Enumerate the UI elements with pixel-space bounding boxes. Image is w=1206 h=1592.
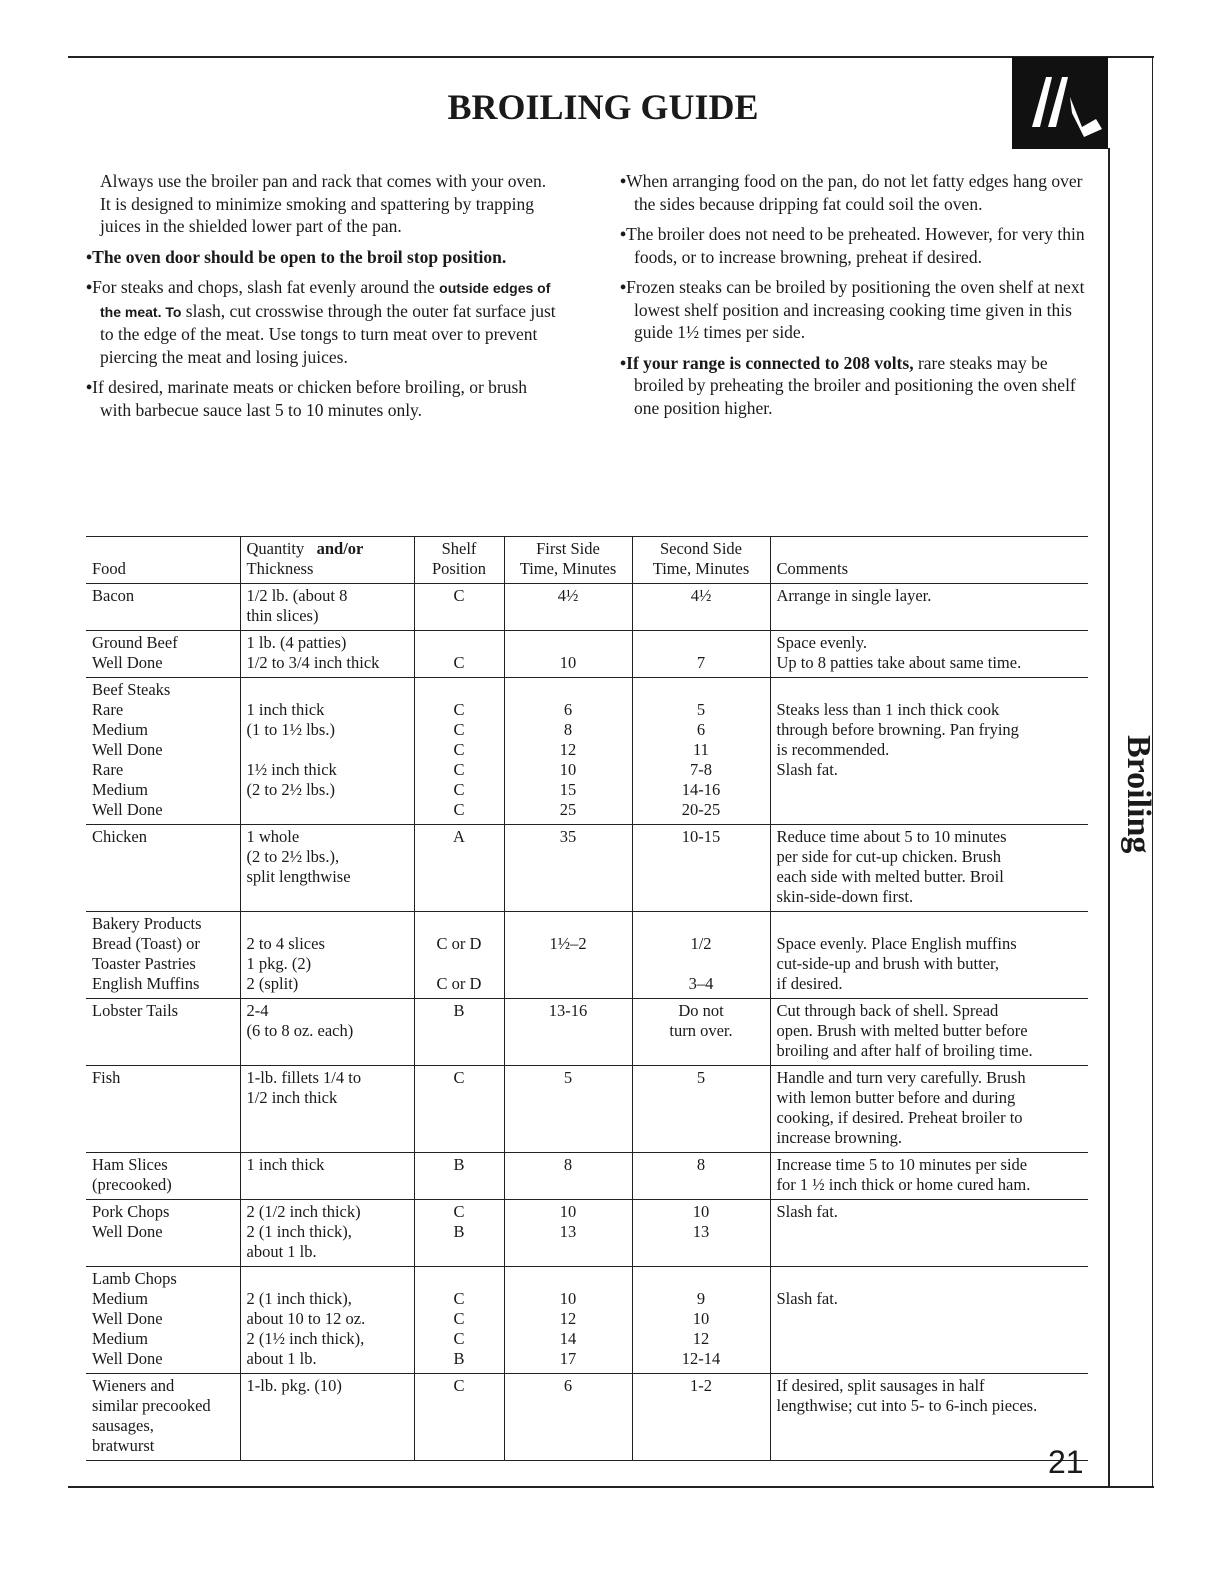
cell-shelf-line [421,633,498,653]
cell-quantity [240,1267,414,1374]
cell-comments [770,1066,1088,1153]
cell-comments-line: through before browning. Pan frying [776,720,1019,739]
intro-bullet-preheat: • The broiler does not need to be preheated. However, for very thin foods, or to increase browning, preheat if desired. [620,223,1090,268]
cell-quantity-line [247,740,408,760]
cell-quantity [240,1200,414,1267]
cell-first-side-line: 25 [559,800,577,819]
cell-first-side-line: 10 [559,1289,577,1308]
cell-food-line: Medium [92,1329,148,1348]
cell-shelf-line [421,680,498,700]
cell-food [86,584,240,631]
cell-food-line: bratwurst [92,1436,155,1455]
cell-quantity-line [247,800,408,820]
cell-comments-line: lengthwise; cut into 5- to 6-inch pieces. [776,1396,1038,1415]
cell-second-side-line: 4½ [690,586,712,605]
cell-shelf-line: C [453,780,465,799]
cell-second-side-line: 9 [696,1289,706,1308]
cell-quantity-line: (2 to 2½ lbs.) [246,780,335,799]
cell-comments-line: each side with melted butter. Broil [776,867,1004,886]
cell-comments [770,1374,1088,1461]
cell-shelf-line: C [453,1289,465,1308]
cell-first-side-line: 17 [559,1349,577,1368]
cell-comments-line: if desired. [776,974,843,993]
cell-food-line: Well Done [92,740,163,759]
cell-second-side-line: 7 [696,653,706,672]
cell-second-side-line: 20-25 [681,800,721,819]
cell-first-side [504,1267,632,1374]
cell-food-line: Rare [92,760,124,779]
cell-second-side [632,1267,770,1374]
cell-quantity-line: 1/2 lb. (about 8 [246,586,348,605]
cell-comments [770,584,1088,631]
header-first-side: First Side Time, Minutes [504,537,632,584]
cell-quantity [240,678,414,825]
cell-quantity-line: thin slices) [246,606,319,625]
cell-shelf-line: C or D [436,934,482,953]
cell-shelf-line: C [453,740,465,759]
table-row [86,1066,1088,1153]
header-food: Food [86,537,240,584]
cell-second-side-line: 8 [696,1155,706,1174]
cell-comments-line [777,800,1083,820]
cell-first-side-line: 10 [559,653,577,672]
cell-shelf [414,1374,504,1461]
cell-quantity-line: 2 (1½ inch thick), [246,1329,365,1348]
table-body [86,584,1088,1461]
intro-bullet-208-volts: • If your range is connected to 208 volts, rare steaks may be broiled by preheating the broiler and positioning the oven shelf one position higher. [620,352,1090,420]
cell-comments-line [777,1329,1083,1349]
cell-quantity-line: 2 to 4 slices [246,934,325,953]
cell-second-side [632,678,770,825]
cell-quantity-line: 2 (1 inch thick), [246,1222,352,1241]
cell-second-side [632,584,770,631]
cell-shelf-line: C [453,700,465,719]
cell-quantity-line: (1 to 1½ lbs.) [246,720,335,739]
cell-shelf [414,999,504,1066]
cell-second-side-line: 10-15 [681,827,721,846]
cell-first-side [504,912,632,999]
cell-comments-line: is recommended. [776,740,890,759]
bottom-rule [68,1486,1154,1488]
cell-shelf [414,912,504,999]
cell-second-side-line [639,633,764,653]
cell-second-side [632,1200,770,1267]
cell-food-line: (precooked) [92,1175,172,1194]
cell-food-line: Well Done [92,1349,163,1368]
cell-food-line: Medium [92,1289,148,1308]
cell-first-side-line [511,680,626,700]
cell-first-side [504,1153,632,1200]
cell-food-line: Well Done [92,653,163,672]
cell-comments-line: Slash fat. [776,1202,838,1221]
cell-comments-line: Reduce time about 5 to 10 minutes [776,827,1007,846]
cell-comments-line: Space evenly. [776,633,868,652]
cell-second-side-line: turn over. [669,1021,733,1040]
cell-comments-line [777,1349,1083,1369]
cell-first-side-line: 10 [559,760,577,779]
cell-quantity-line: 1 inch thick [246,700,325,719]
cell-quantity-line [247,914,408,934]
cell-food [86,678,240,825]
cell-shelf-line: C [453,653,465,672]
cell-shelf [414,1200,504,1267]
cell-shelf [414,584,504,631]
cell-first-side-line: 12 [559,1309,577,1328]
section-tab-label: Broiling [1120,735,1157,854]
cell-first-side-line: 35 [559,827,577,846]
cell-quantity-line: about 10 to 12 oz. [246,1309,366,1328]
table-row [86,999,1088,1066]
cell-second-side-line: 10 [692,1202,710,1221]
cell-food [86,1153,240,1200]
cell-food-line: Bakery Products [92,914,202,933]
cell-first-side-line [511,914,626,934]
cell-shelf-line: C [453,1329,465,1348]
cell-food [86,631,240,678]
cell-first-side [504,999,632,1066]
cell-comments-line: broiling and after half of broiling time. [776,1041,1033,1060]
cell-first-side-line [511,1269,626,1289]
cell-second-side-line [639,680,764,700]
intro-bullet-door: • The oven door should be open to the broil stop position. [86,246,556,269]
cell-shelf [414,825,504,912]
cell-quantity-line: about 1 lb. [246,1349,317,1368]
cell-food [86,999,240,1066]
cell-food-line: similar precooked [92,1396,211,1415]
cell-quantity-line: about 1 lb. [246,1242,317,1261]
broiling-guide-table [86,536,1088,1461]
cell-food [86,1200,240,1267]
cell-second-side-line: 12 [692,1329,710,1348]
table-row [86,631,1088,678]
cell-shelf-line: C [453,760,465,779]
intro-bullet-arranging: • When arranging food on the pan, do not let fatty edges hang over the sides because dripping fat could soil the oven. [620,170,1090,215]
table-row [86,1153,1088,1200]
cell-shelf [414,1066,504,1153]
cell-quantity-line: 1 inch thick [246,1155,325,1174]
cell-second-side-line: 5 [696,1068,706,1087]
intro-left-column [86,170,556,429]
cell-shelf-line: C [453,1202,465,1221]
cell-comments-line: Up to 8 patties take about same time. [776,653,1022,672]
cell-second-side-line [639,1269,764,1289]
cell-quantity-line: 1½ inch thick [246,760,337,779]
cell-shelf-line: B [453,1349,465,1368]
cell-shelf-line [421,914,498,934]
cell-shelf-line: C [453,720,465,739]
intro-bullet-marinate: • If desired, marinate meats or chicken before broiling, or brush with barbecue sauce last 5 to 10 minutes only. [86,376,556,421]
cell-second-side-line: 13 [692,1222,710,1241]
cell-first-side [504,631,632,678]
intro-bullet-steaks: • For steaks and chops, slash fat evenly around the outside edges of the meat. To slash, cut crosswise through the outer fat surface just to the edge of the meat. Use tongs to turn meat over to prevent piercing the meat and losing juices. [86,276,556,368]
cell-quantity-line: split lengthwise [246,867,351,886]
table-row [86,584,1088,631]
table-row [86,912,1088,999]
cell-food-line: Medium [92,720,148,739]
cell-quantity [240,999,414,1066]
cell-quantity [240,1153,414,1200]
cell-food-line: Medium [92,780,148,799]
cell-food-line: Well Done [92,800,163,819]
cell-first-side-line: 4½ [557,586,579,605]
cell-comments [770,999,1088,1066]
cell-quantity-line: 1 lb. (4 patties) [246,633,347,652]
cell-food-line: Ham Slices [92,1155,168,1174]
cell-food-line: Lobster Tails [92,1001,179,1020]
cell-quantity-line: (2 to 2½ lbs.), [246,847,340,866]
cell-shelf-line: B [453,1155,465,1174]
cell-comments [770,912,1088,999]
cell-first-side-line: 1½–2 [549,934,587,953]
cell-first-side [504,678,632,825]
cell-second-side [632,912,770,999]
cell-food-line: Toaster Pastries [92,954,196,973]
cell-second-side [632,1374,770,1461]
cell-comments-line [777,1309,1083,1329]
cell-first-side-line [511,974,626,994]
cell-comments-line [777,1269,1083,1289]
cell-comments-line: skin-side-down first. [776,887,914,906]
cell-first-side-line [511,954,626,974]
header-quantity: Quantity and/or Thickness [240,537,414,584]
cell-quantity-line: 1/2 to 3/4 inch thick [246,653,380,672]
cell-first-side-line [511,633,626,653]
cell-first-side [504,1200,632,1267]
cell-second-side-line: 11 [693,740,709,759]
cell-first-side-line: 5 [563,1068,573,1087]
cell-shelf [414,678,504,825]
header-comments: Comments [770,537,1088,584]
cell-comments [770,631,1088,678]
cell-comments-line [777,914,1083,934]
page-title: BROILING GUIDE [447,87,759,127]
table-row [86,825,1088,912]
cell-shelf-line [421,954,498,974]
cell-first-side-line: 8 [563,720,573,739]
cell-quantity-line: 2 (split) [246,974,299,993]
cell-comments-line: with lemon butter before and during [776,1088,1016,1107]
cell-quantity [240,584,414,631]
cell-food-line: Fish [92,1068,121,1087]
cell-comments-line [777,680,1083,700]
cell-quantity [240,1374,414,1461]
cell-second-side [632,1153,770,1200]
cell-food [86,1066,240,1153]
cell-food-line: Chicken [92,827,147,846]
cell-second-side-line: 5 [696,700,706,719]
intro-paragraph: Always use the broiler pan and rack that comes with your oven. It is designed to minimize smoking and spattering by trapping juices in the shielded lower part of the pan. [100,171,547,236]
cell-first-side-line: 10 [559,1202,577,1221]
cell-shelf-line: B [453,1001,465,1020]
cell-comments-line: Cut through back of shell. Spread [776,1001,999,1020]
cell-comments-line: Slash fat. [776,760,838,779]
cell-food-line: Well Done [92,1309,163,1328]
cell-quantity [240,1066,414,1153]
cell-first-side [504,825,632,912]
cell-quantity-line: 1 whole [246,827,300,846]
cell-shelf-line: A [453,827,465,846]
cell-second-side-line: 1/2 [690,934,712,953]
cell-second-side-line [639,914,764,934]
cell-first-side-line: 13 [559,1222,577,1241]
cell-first-side-line: 8 [563,1155,573,1174]
cell-food-line: Bacon [92,586,135,605]
cell-shelf-line: C [453,1068,465,1087]
cell-comments-line: Steaks less than 1 inch thick cook [776,700,1000,719]
cell-food [86,825,240,912]
cell-shelf-line: C [453,1309,465,1328]
cell-comments [770,1153,1088,1200]
cell-shelf-line [421,1269,498,1289]
cell-comments [770,678,1088,825]
cell-comments-line: cooking, if desired. Preheat broiler to [776,1108,1023,1127]
cell-second-side-line: 1-2 [690,1376,712,1395]
section-tab-rule [1108,148,1110,1488]
intro-right-column [620,170,1090,427]
cell-first-side-line: 6 [563,1376,573,1395]
cell-food-line: Beef Steaks [92,680,171,699]
cell-comments-line [777,780,1083,800]
cell-second-side-line: 10 [692,1309,710,1328]
cell-comments-line: for 1 ½ inch thick or home cured ham. [776,1175,1031,1194]
cell-comments-line: Handle and turn very carefully. Brush [776,1068,1026,1087]
cell-quantity-line [247,680,408,700]
table-row [86,1374,1088,1461]
cell-first-side [504,584,632,631]
cell-quantity [240,912,414,999]
cell-food-line: sausages, [92,1416,154,1435]
cell-second-side-line: 14-16 [681,780,721,799]
cell-quantity-line: 2-4 [246,1001,269,1020]
table-row [86,1267,1088,1374]
cell-comments-line: Arrange in single layer. [776,586,932,605]
cell-quantity [240,631,414,678]
cell-food [86,1267,240,1374]
cell-comments-line: per side for cut-up chicken. Brush [776,847,1002,866]
cell-quantity-line: (6 to 8 oz. each) [246,1021,354,1040]
cell-first-side-line: 13-16 [548,1001,588,1020]
cell-shelf-line: C or D [436,974,482,993]
table-row [86,1200,1088,1267]
cell-comments [770,1200,1088,1267]
cell-quantity-line [247,1269,408,1289]
cell-first-side-line: 6 [563,700,573,719]
cell-second-side-line: 7-8 [690,760,712,779]
cell-quantity-line: 2 (1 inch thick), [246,1289,352,1308]
cell-second-side [632,999,770,1066]
cell-comments-line: cut-side-up and brush with butter, [776,954,1000,973]
cell-shelf-line: C [453,800,465,819]
cell-second-side-line: 12-14 [681,1349,721,1368]
cell-food-line: Lamb Chops [92,1269,177,1288]
cell-comments [770,1267,1088,1374]
cell-second-side [632,1066,770,1153]
cell-shelf [414,1267,504,1374]
cell-comments-line: If desired, split sausages in half [776,1376,985,1395]
cell-food-line: Pork Chops [92,1202,170,1221]
cell-quantity-line: 1-lb. fillets 1/4 to [246,1068,362,1087]
cell-second-side-line: 6 [696,720,706,739]
cell-first-side [504,1374,632,1461]
cell-food-line: Ground Beef [92,633,178,652]
cell-quantity-line: 2 (1/2 inch thick) [246,1202,361,1221]
cell-comments-line: Increase time 5 to 10 minutes per side [776,1155,1028,1174]
cell-food [86,1374,240,1461]
cell-quantity-line: 1 pkg. (2) [246,954,312,973]
cell-food-line: Rare [92,700,124,719]
cell-quantity-line: 1-lb. pkg. (10) [246,1376,342,1395]
cell-second-side-line [639,954,764,974]
cell-first-side-line: 14 [559,1329,577,1348]
intro-bullet-frozen: • Frozen steaks can be broiled by positioning the oven shelf at next lowest shelf position and increasing cooking time given in this guide 1½ times per side. [620,276,1090,344]
page-number: 21 [1048,1444,1084,1480]
cell-shelf [414,631,504,678]
top-rule [68,56,1154,58]
header-shelf: Shelf Position [414,537,504,584]
cell-food-line: English Muffins [92,974,200,993]
cell-comments [770,825,1088,912]
cell-second-side [632,825,770,912]
cell-food-line: Well Done [92,1222,163,1241]
cell-shelf [414,1153,504,1200]
cell-quantity-line: 1/2 inch thick [246,1088,338,1107]
header-second-side: Second Side Time, Minutes [632,537,770,584]
cell-food-line: Wieners and [92,1376,175,1395]
cell-comments-line: increase browning. [776,1128,903,1147]
cell-first-side-line: 15 [559,780,577,799]
cell-comments-line: Space evenly. Place English muffins [776,934,1017,953]
cell-food [86,912,240,999]
cell-shelf-line: C [453,586,465,605]
cell-food-line: Bread (Toast) or [92,934,200,953]
cell-second-side [632,631,770,678]
cell-second-side-line: Do not [678,1001,724,1020]
cell-first-side-line: 12 [559,740,577,759]
cell-shelf-line: B [453,1222,465,1241]
cell-shelf-line: C [453,1376,465,1395]
cell-comments-line: open. Brush with melted butter before [776,1021,1028,1040]
cell-first-side [504,1066,632,1153]
table-row [86,678,1088,825]
cell-second-side-line: 3–4 [688,974,714,993]
cell-quantity [240,825,414,912]
table-header-row [86,537,1088,584]
cell-comments-line: Slash fat. [776,1289,838,1308]
